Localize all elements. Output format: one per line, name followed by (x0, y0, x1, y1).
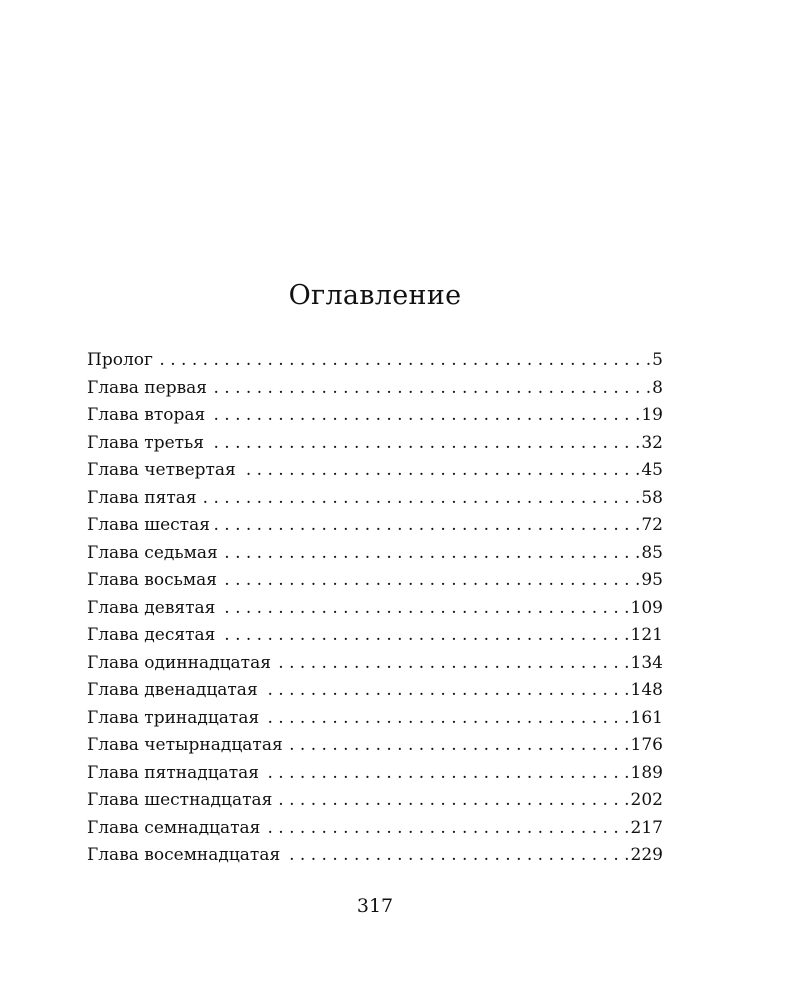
page-number: 317 (356, 895, 394, 917)
toc-dot-leader (274, 653, 630, 673)
toc-entry-page: 85 (641, 542, 663, 563)
toc-entry-page: 134 (630, 652, 663, 673)
toc-dot-leader (207, 433, 640, 453)
toc-dot-leader (220, 570, 640, 590)
toc-dot-leader (283, 845, 629, 865)
toc-entry-label: Глава восемнадцатая (87, 845, 281, 865)
toc-entry-page: 121 (630, 625, 663, 645)
toc-dot-leader (213, 515, 640, 535)
toc-entry-page: 176 (630, 735, 663, 755)
toc-dot-leader (275, 790, 629, 810)
toc-dot-leader (286, 735, 630, 755)
toc-entry-label: Глава четырнадцатая (87, 735, 283, 755)
toc-entry-page: 32 (641, 432, 663, 453)
toc-entry[interactable] (87, 763, 663, 791)
toc-entry-page: 8 (652, 377, 663, 398)
toc-entry-label: Глава первая (87, 377, 208, 398)
toc-entry-page: 72 (641, 515, 663, 535)
toc-entry-page: 148 (630, 680, 663, 700)
toc-entry[interactable] (87, 680, 663, 708)
toc-entry[interactable] (87, 515, 663, 543)
toc-entry-label: Глава третья (87, 432, 205, 453)
toc-entry[interactable] (87, 378, 663, 406)
toc-entry[interactable] (87, 845, 663, 873)
toc-entry-page: 45 (641, 460, 663, 480)
toc-entry-page: 217 (630, 817, 663, 838)
toc-entry-label: Глава пятнадцатая (87, 762, 260, 783)
toc-entry-page: 109 (630, 597, 663, 618)
toc-entry-page: 19 (641, 405, 663, 425)
toc-entry-page: 95 (641, 570, 663, 590)
toc-dot-leader (210, 378, 651, 398)
toc-entry[interactable] (87, 598, 663, 626)
toc-entry-label: Глава шестая (87, 515, 210, 535)
toc-entry-page: 229 (630, 845, 663, 865)
toc-entry-label: Глава десятая (87, 625, 216, 645)
toc-entry[interactable] (87, 708, 663, 736)
toc-entry[interactable] (87, 488, 663, 516)
toc-entry-label: Глава тринадцатая (87, 707, 260, 728)
toc-entry-label: Глава вторая (87, 405, 206, 425)
toc-dot-leader (261, 680, 630, 700)
toc-entry-page: 58 (641, 487, 663, 508)
toc-dot-leader (221, 543, 641, 563)
toc-dot-leader (262, 763, 630, 783)
toc-entry-label: Глава одиннадцатая (87, 652, 271, 673)
toc-entry-label: Глава пятая (87, 487, 197, 508)
toc-dot-leader (156, 350, 651, 370)
toc-dot-leader (218, 598, 629, 618)
toc-dot-leader (239, 460, 641, 480)
toc-entry[interactable] (87, 543, 663, 571)
toc-entry-label: Глава шестнадцатая (87, 790, 273, 810)
toc-entry[interactable] (87, 570, 663, 598)
toc-entry[interactable] (87, 350, 663, 378)
toc-entry[interactable] (87, 625, 663, 653)
toc-title: Оглавление (288, 280, 462, 311)
toc-entry[interactable] (87, 818, 663, 846)
toc-entry[interactable] (87, 653, 663, 681)
toc-dot-leader (262, 708, 629, 728)
toc-entry-label: Глава седьмая (87, 542, 218, 563)
toc-list (87, 350, 663, 873)
toc-entry[interactable] (87, 460, 663, 488)
toc-entry[interactable] (87, 790, 663, 818)
toc-entry-label: Глава семнадцатая (87, 817, 261, 838)
toc-entry-label: Глава двенадцатая (87, 680, 258, 700)
toc-entry-page: 202 (630, 790, 663, 810)
toc-entry-label: Глава четвертая (87, 460, 236, 480)
toc-dot-leader (218, 625, 629, 645)
toc-entry-label: Глава девятая (87, 597, 216, 618)
toc-dot-leader (208, 405, 640, 425)
toc-entry[interactable] (87, 405, 663, 433)
toc-entry-label: Глава восьмая (87, 570, 217, 590)
toc-dot-leader (263, 818, 629, 838)
toc-entry[interactable] (87, 433, 663, 461)
toc-entry-label: Пролог (87, 350, 153, 370)
toc-entry-page: 5 (652, 350, 663, 370)
toc-entry-page: 189 (630, 762, 663, 783)
toc-entry[interactable] (87, 735, 663, 763)
toc-dot-leader (200, 488, 641, 508)
toc-entry-page: 161 (630, 707, 663, 728)
